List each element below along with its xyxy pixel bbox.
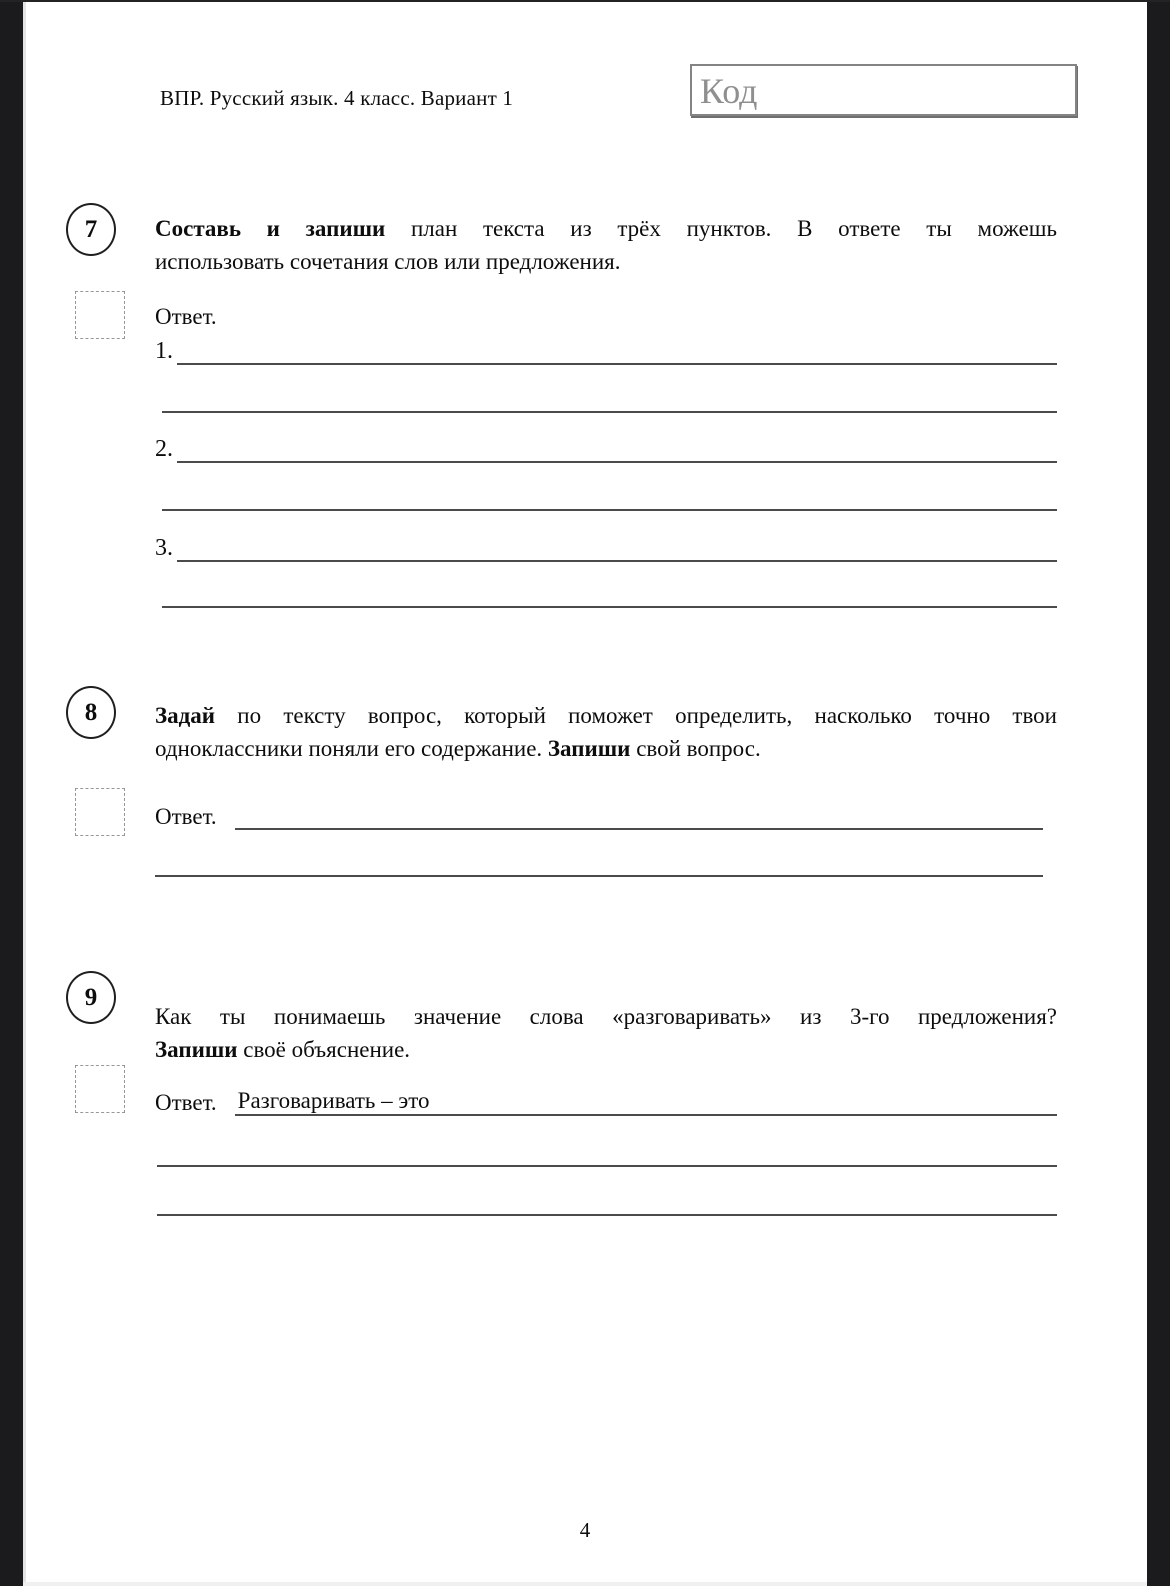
question-8-prompt-line-1: Задай по тексту вопрос, который поможет определить, насколько точно твои xyxy=(155,703,1057,728)
answer-line[interactable] xyxy=(177,336,1057,365)
code-label: Код xyxy=(700,71,758,111)
answer-line[interactable] xyxy=(177,533,1057,562)
bottom-page-edge xyxy=(23,1582,1147,1586)
code-input-box[interactable] xyxy=(690,64,1077,116)
question-8-number: 8 xyxy=(84,698,98,726)
question-9-answer-row xyxy=(155,1087,1057,1116)
question-8-prompt-line-2: одноклассники поняли его содержание. Запиши свой вопрос. xyxy=(155,736,761,761)
question-7-answer-row-2 xyxy=(155,434,1057,463)
question-7-answer-row-3 xyxy=(155,533,1057,562)
answer-line[interactable] xyxy=(177,434,1057,463)
right-letterbox xyxy=(1147,0,1170,1586)
left-letterbox xyxy=(0,0,23,1586)
page-number: 4 xyxy=(579,1518,591,1542)
item-number-3: 3. xyxy=(155,535,173,561)
question-9-answer-label: Ответ. xyxy=(155,1090,217,1115)
answer-line[interactable] xyxy=(157,1165,1057,1167)
answer-line-with-prefill[interactable]: Разговаривать – это xyxy=(235,1087,1057,1116)
question-7-answer-row-1 xyxy=(155,336,1057,365)
item-number-2: 2. xyxy=(155,436,173,462)
question-7-score-box[interactable] xyxy=(75,291,125,339)
item-number-1: 1. xyxy=(155,338,173,364)
question-9-number-badge xyxy=(66,971,116,1024)
question-7-number-badge xyxy=(66,203,116,256)
document-header-title: ВПР. Русский язык. 4 класс. Вариант 1 xyxy=(160,86,514,110)
question-7-prompt-line-1: Составь и запиши план текста из трёх пунктов. В ответе ты можешь xyxy=(155,216,1057,241)
answer-line[interactable] xyxy=(162,606,1057,608)
answer-line[interactable] xyxy=(235,801,1043,830)
question-8-prompt xyxy=(155,699,1057,765)
question-9-prompt-line-1: Как ты понимаешь значение слова «разговаривать» из 3-го предложения? xyxy=(155,1004,1057,1029)
question-7-prompt-line-2: использовать сочетания слов или предложения. xyxy=(155,249,621,274)
answer-line[interactable] xyxy=(157,1214,1057,1216)
question-8-answer-label: Ответ. xyxy=(155,804,217,829)
answer-line[interactable] xyxy=(162,411,1057,413)
question-9-number: 9 xyxy=(84,983,98,1011)
left-page-edge xyxy=(23,0,26,1586)
question-9-prompt-line-2: Запиши своё объяснение. xyxy=(155,1037,411,1062)
top-page-edge xyxy=(0,0,1170,2)
question-7-answer-label: Ответ. xyxy=(155,304,217,329)
question-7-number: 7 xyxy=(84,215,98,243)
answer-line[interactable] xyxy=(162,509,1057,511)
question-7-prompt xyxy=(155,212,1057,278)
question-8-answer-row xyxy=(155,801,1043,830)
question-8-score-box[interactable] xyxy=(75,788,125,836)
question-9-score-box[interactable] xyxy=(75,1065,125,1113)
answer-line[interactable] xyxy=(155,875,1043,877)
question-9-prompt xyxy=(155,1000,1057,1066)
question-8-number-badge xyxy=(66,686,116,739)
